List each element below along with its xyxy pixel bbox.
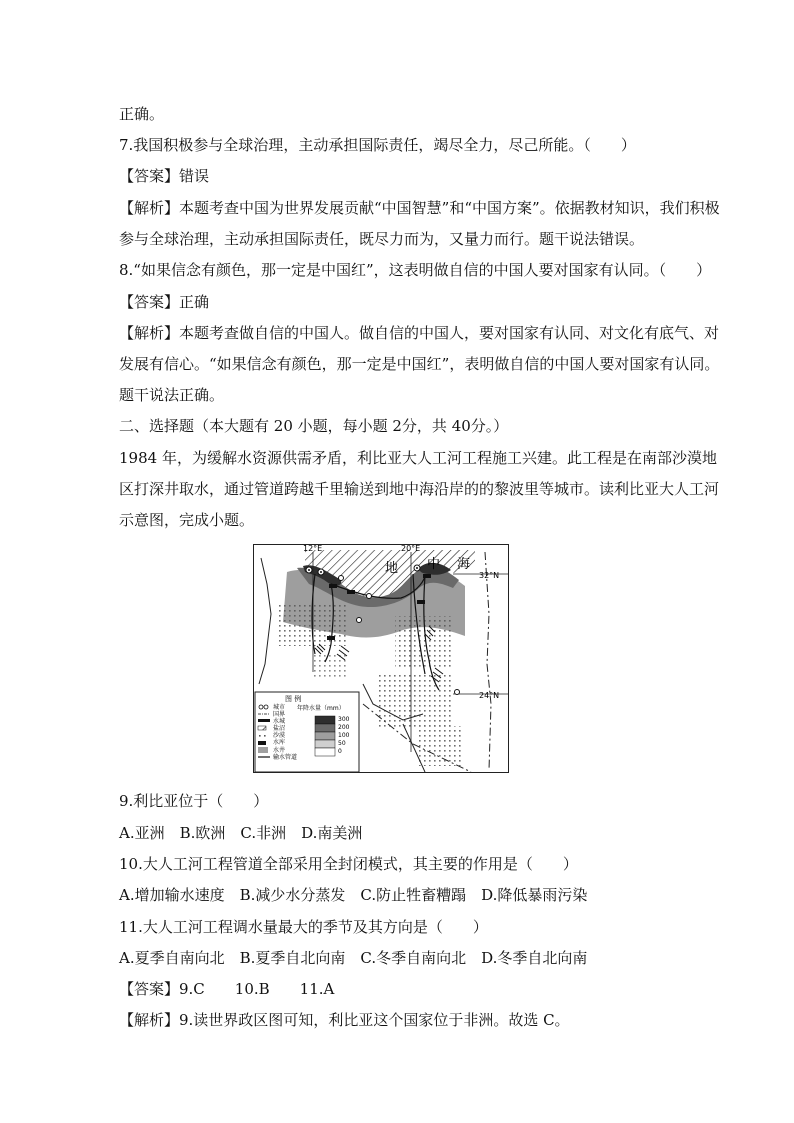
lat-label-24n: 24°N bbox=[479, 691, 500, 700]
desert-area bbox=[279, 604, 349, 646]
question-11-options: A.夏季自南向北 B.夏季自北向南 C.冬季自南向北 D.冬季自北向南 bbox=[119, 949, 588, 967]
legend-reservoir-icon bbox=[258, 741, 266, 745]
legend-label: 城市 bbox=[273, 704, 286, 711]
question-10-options: A.增加输水速度 B.减少水分蒸发 C.防止牲畜糟蹋 D.降低暴雨污染 bbox=[119, 886, 588, 904]
section-heading: 二、选择题（本大题有 20 小题，每小题 2分，共 40分。） bbox=[119, 417, 509, 435]
question-11: 11.大人工河工程调水量最大的季节及其方向是（ ） bbox=[119, 918, 488, 936]
legend-rain-swatch-300 bbox=[315, 716, 335, 724]
analysis-8-line-2: 发展有信心。“如果信念有颜色，那一定是中国红”，表明做自信的中国人要对国家有认同。 bbox=[119, 355, 720, 373]
question-9: 9.利比亚位于（ ） bbox=[119, 792, 269, 810]
legend-label: 输水管道 bbox=[273, 754, 298, 761]
city-icon bbox=[416, 567, 418, 569]
legend-rain-swatch-0 bbox=[315, 748, 335, 756]
passage-line-1: 1984 年，为缓解水资源供需矛盾，利比亚大人工河工程施工兴建。此工程是在南部沙漠地 bbox=[119, 449, 717, 467]
answer-9-11: 【答案】9.C 10.B 11.A bbox=[119, 980, 335, 998]
question-7: 7.我国积极参与全球治理，主动承担国际责任，竭尽全力，尽己所能。（ ） bbox=[119, 136, 636, 154]
legend-salt-marsh-icon bbox=[258, 726, 266, 730]
legend-label: 盐沼 bbox=[273, 725, 286, 732]
legend-label: 水库 bbox=[273, 739, 286, 746]
reservoir-icon bbox=[329, 584, 337, 588]
city-icon bbox=[357, 618, 362, 623]
sea-label-char: 地 bbox=[385, 561, 399, 576]
passage-line-3: 示意图，完成小题。 bbox=[119, 511, 255, 529]
legend-city-icon bbox=[259, 705, 263, 709]
desert-area bbox=[313, 652, 349, 678]
legend-rain-value: 100 bbox=[338, 732, 350, 739]
legend-city-icon bbox=[264, 705, 268, 709]
libya-great-man-made-river-map bbox=[253, 544, 509, 774]
sea-label-char: 中 bbox=[427, 557, 441, 572]
city-icon bbox=[308, 569, 310, 571]
sea-label-char: 海 bbox=[457, 557, 471, 572]
line-1: 正确。 bbox=[119, 105, 165, 123]
passage-line-2: 区打深井取水，通过管道跨越千里输送到地中海沿岸的的黎波里等城市。读利比亚大人工河 bbox=[119, 480, 720, 498]
desert-area bbox=[417, 726, 463, 766]
reservoir-icon bbox=[347, 590, 355, 594]
reservoir-icon bbox=[327, 636, 335, 640]
reservoir-icon bbox=[417, 600, 425, 604]
desert-area bbox=[377, 672, 451, 728]
lon-label-12e: 12°E bbox=[303, 544, 323, 553]
lat-label-32n: 32°N bbox=[479, 571, 500, 580]
city-icon bbox=[367, 594, 372, 599]
city-icon bbox=[320, 571, 322, 573]
city-icon bbox=[455, 690, 460, 695]
question-9-options: A.亚洲 B.欧洲 C.非洲 D.南美洲 bbox=[119, 824, 363, 842]
analysis-9: 【解析】9.读世界政区图可知，利比亚这个国家位于非洲。故选 C。 bbox=[119, 1011, 570, 1029]
legend-rain-value: 200 bbox=[338, 724, 350, 731]
legend-rain-value: 0 bbox=[338, 748, 342, 755]
answer-8: 【答案】正确 bbox=[119, 293, 210, 311]
analysis-7-line-1: 【解析】本题考查中国为世界发展贡献“中国智慧”和“中国方案”。依据教材知识，我们积极 bbox=[119, 199, 720, 217]
legend-rain-value: 50 bbox=[338, 740, 346, 747]
legend-title: 图 例 bbox=[285, 695, 302, 703]
legend-rain-title: 年降水量（mm） bbox=[297, 705, 345, 712]
legend-rain-swatch-200 bbox=[315, 724, 335, 732]
answer-7: 【答案】错误 bbox=[119, 167, 210, 185]
legend-rain-value: 300 bbox=[338, 716, 350, 723]
legend-label: 沙漠 bbox=[273, 732, 286, 739]
legend-label: 水井 bbox=[273, 747, 286, 754]
city-icon bbox=[339, 576, 344, 581]
question-8: 8.“如果信念有颜色，那一定是中国红”，这表明做自信的中国人要对国家有认同。（ ） bbox=[119, 261, 712, 279]
legend-label: 水城 bbox=[273, 718, 286, 725]
legend-desert-icon bbox=[258, 733, 268, 738]
analysis-8-line-3: 题干说法正确。 bbox=[119, 386, 225, 404]
legend-label: 国界 bbox=[273, 711, 286, 718]
legend-rain-swatch-100 bbox=[315, 732, 335, 740]
lon-label-20e: 20°E bbox=[401, 544, 421, 553]
legend-water-icon bbox=[258, 719, 270, 722]
question-10: 10.大人工河工程管道全部采用全封闭模式，其主要的作用是（ ） bbox=[119, 855, 578, 873]
reservoir-icon bbox=[423, 574, 431, 578]
analysis-8-line-1: 【解析】本题考查做自信的中国人。做自信的中国人，要对国家有认同、对文化有底气、对 bbox=[119, 324, 720, 342]
legend-rain-swatch-50 bbox=[315, 740, 335, 748]
analysis-7-line-2: 参与全球治理，主动承担国际责任，既尽力而为，又量力而行。题干说法错误。 bbox=[119, 230, 645, 248]
